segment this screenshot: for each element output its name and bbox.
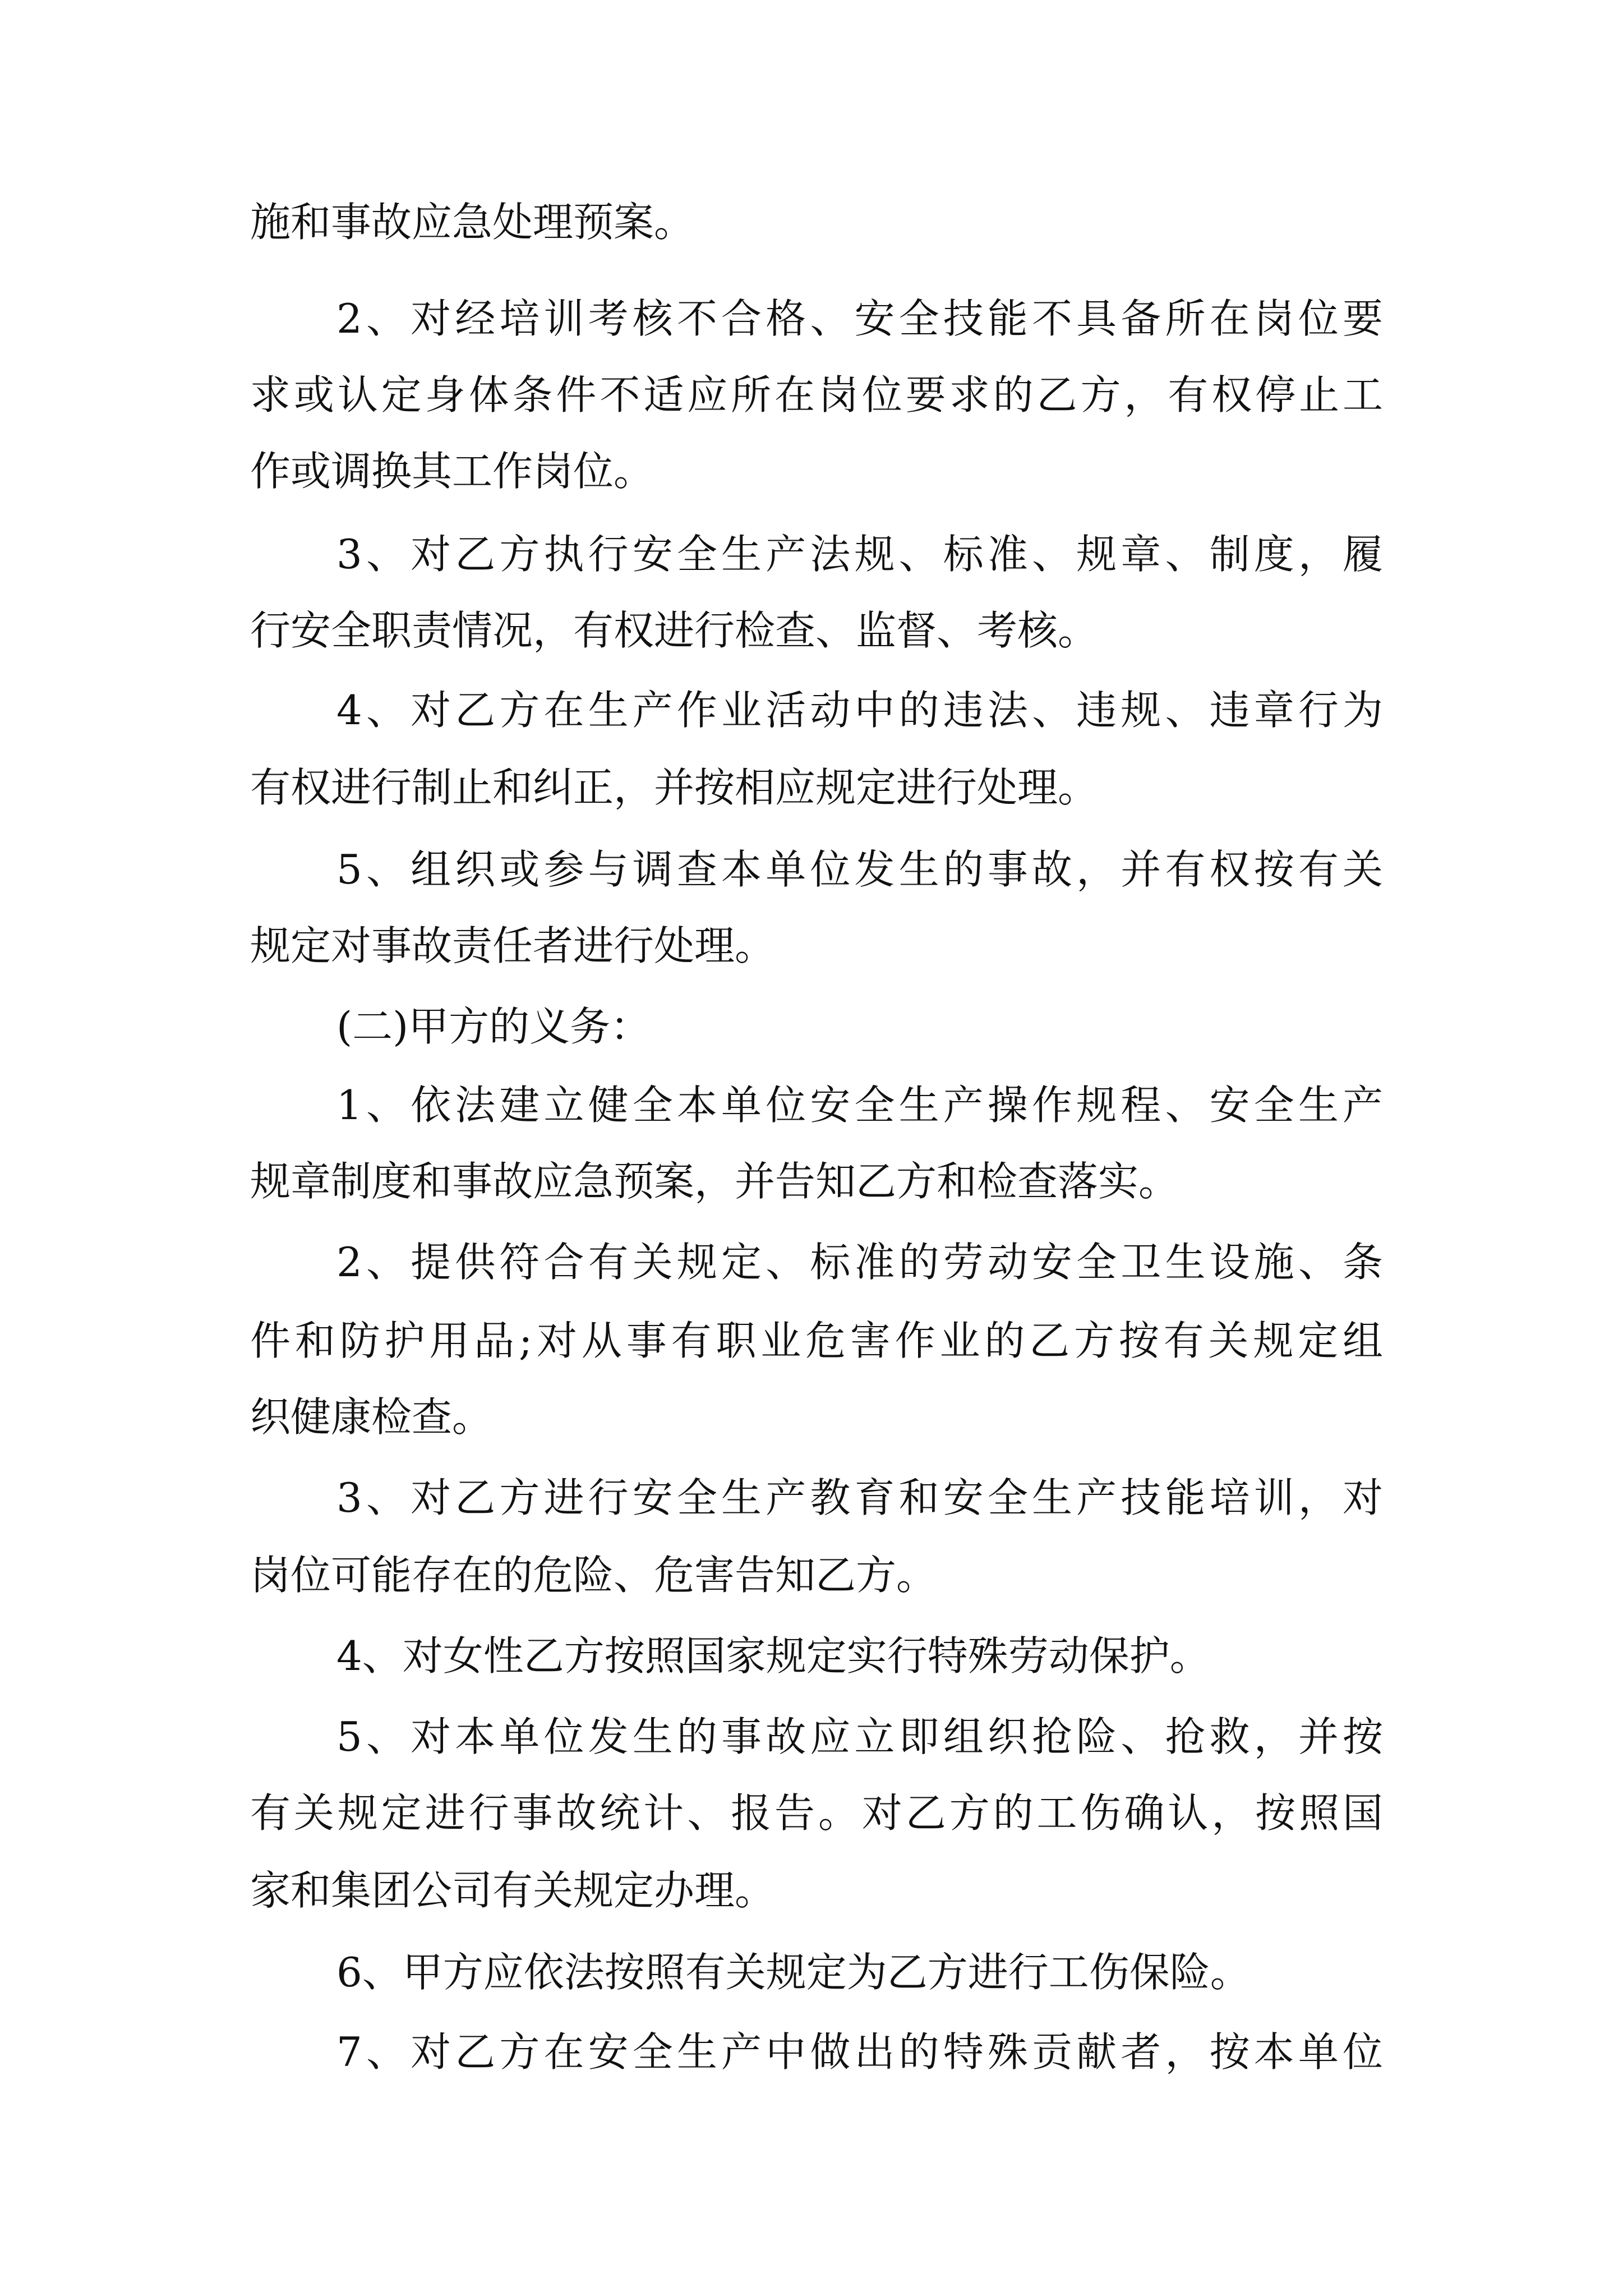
text-line: 2、对经培训考核不合格、安全技能不具备所在岗位要 [336,295,1383,342]
text-line: 规定对事故责任者进行处理。 [250,922,776,969]
text-line: 4、对乙方在生产作业活动中的违法、违规、违章行为 [336,687,1383,734]
text-line: 5、组织或参与调查本单位发生的事故，并有权按有关 [336,846,1383,893]
text-line: 1、依法建立健全本单位安全生产操作规程、安全生产 [336,1082,1383,1129]
section-heading: (二)甲方的义务： [336,1003,651,1050]
text-line: 织健康检查。 [250,1393,493,1441]
text-line: 家和集团公司有关规定办理。 [250,1867,776,1914]
text-line: 求或认定身体条件不适应所在岗位要求的乙方，有权停止工 [250,371,1383,418]
text-line: 作或调换其工作岗位。 [250,448,654,495]
text-line: 2、提供符合有关规定、标准的劳动安全卫生设施、条 [336,1239,1383,1286]
text-line: 3、对乙方进行安全生产教育和安全生产技能培训，对 [336,1474,1383,1521]
text-line: 规章制度和事故应急预案，并告知乙方和检查落实。 [250,1158,1179,1205]
text-line: 7、对乙方在安全生产中做出的特殊贡献者，按本单位 [336,2028,1383,2076]
text-line: 6、甲方应依法按照有关规定为乙方进行工伤保险。 [336,1949,1251,1996]
text-line: 5、对本单位发生的事故应立即组织抢险、抢救，并按 [336,1713,1383,1760]
text-line: 有权进行制止和纠正，并按相应规定进行处理。 [250,764,1099,811]
text-line: 岗位可能存在的危险、危害告知乙方。 [250,1552,937,1599]
text-line: 件和防护用品;对从事有职业危害作业的乙方按有关规定组 [250,1317,1383,1364]
text-line: 行安全职责情况，有权进行检查、监督、考核。 [250,607,1099,654]
text-line: 4、对女性乙方按照国家规定实行特殊劳动保护。 [336,1632,1210,1680]
text-line: 有关规定进行事故统计、报告。对乙方的工伤确认，按照国 [250,1789,1383,1837]
text-line: 3、对乙方执行安全生产法规、标准、规章、制度，履 [336,531,1383,578]
text-line: 施和事故应急处理预案。 [250,199,695,246]
